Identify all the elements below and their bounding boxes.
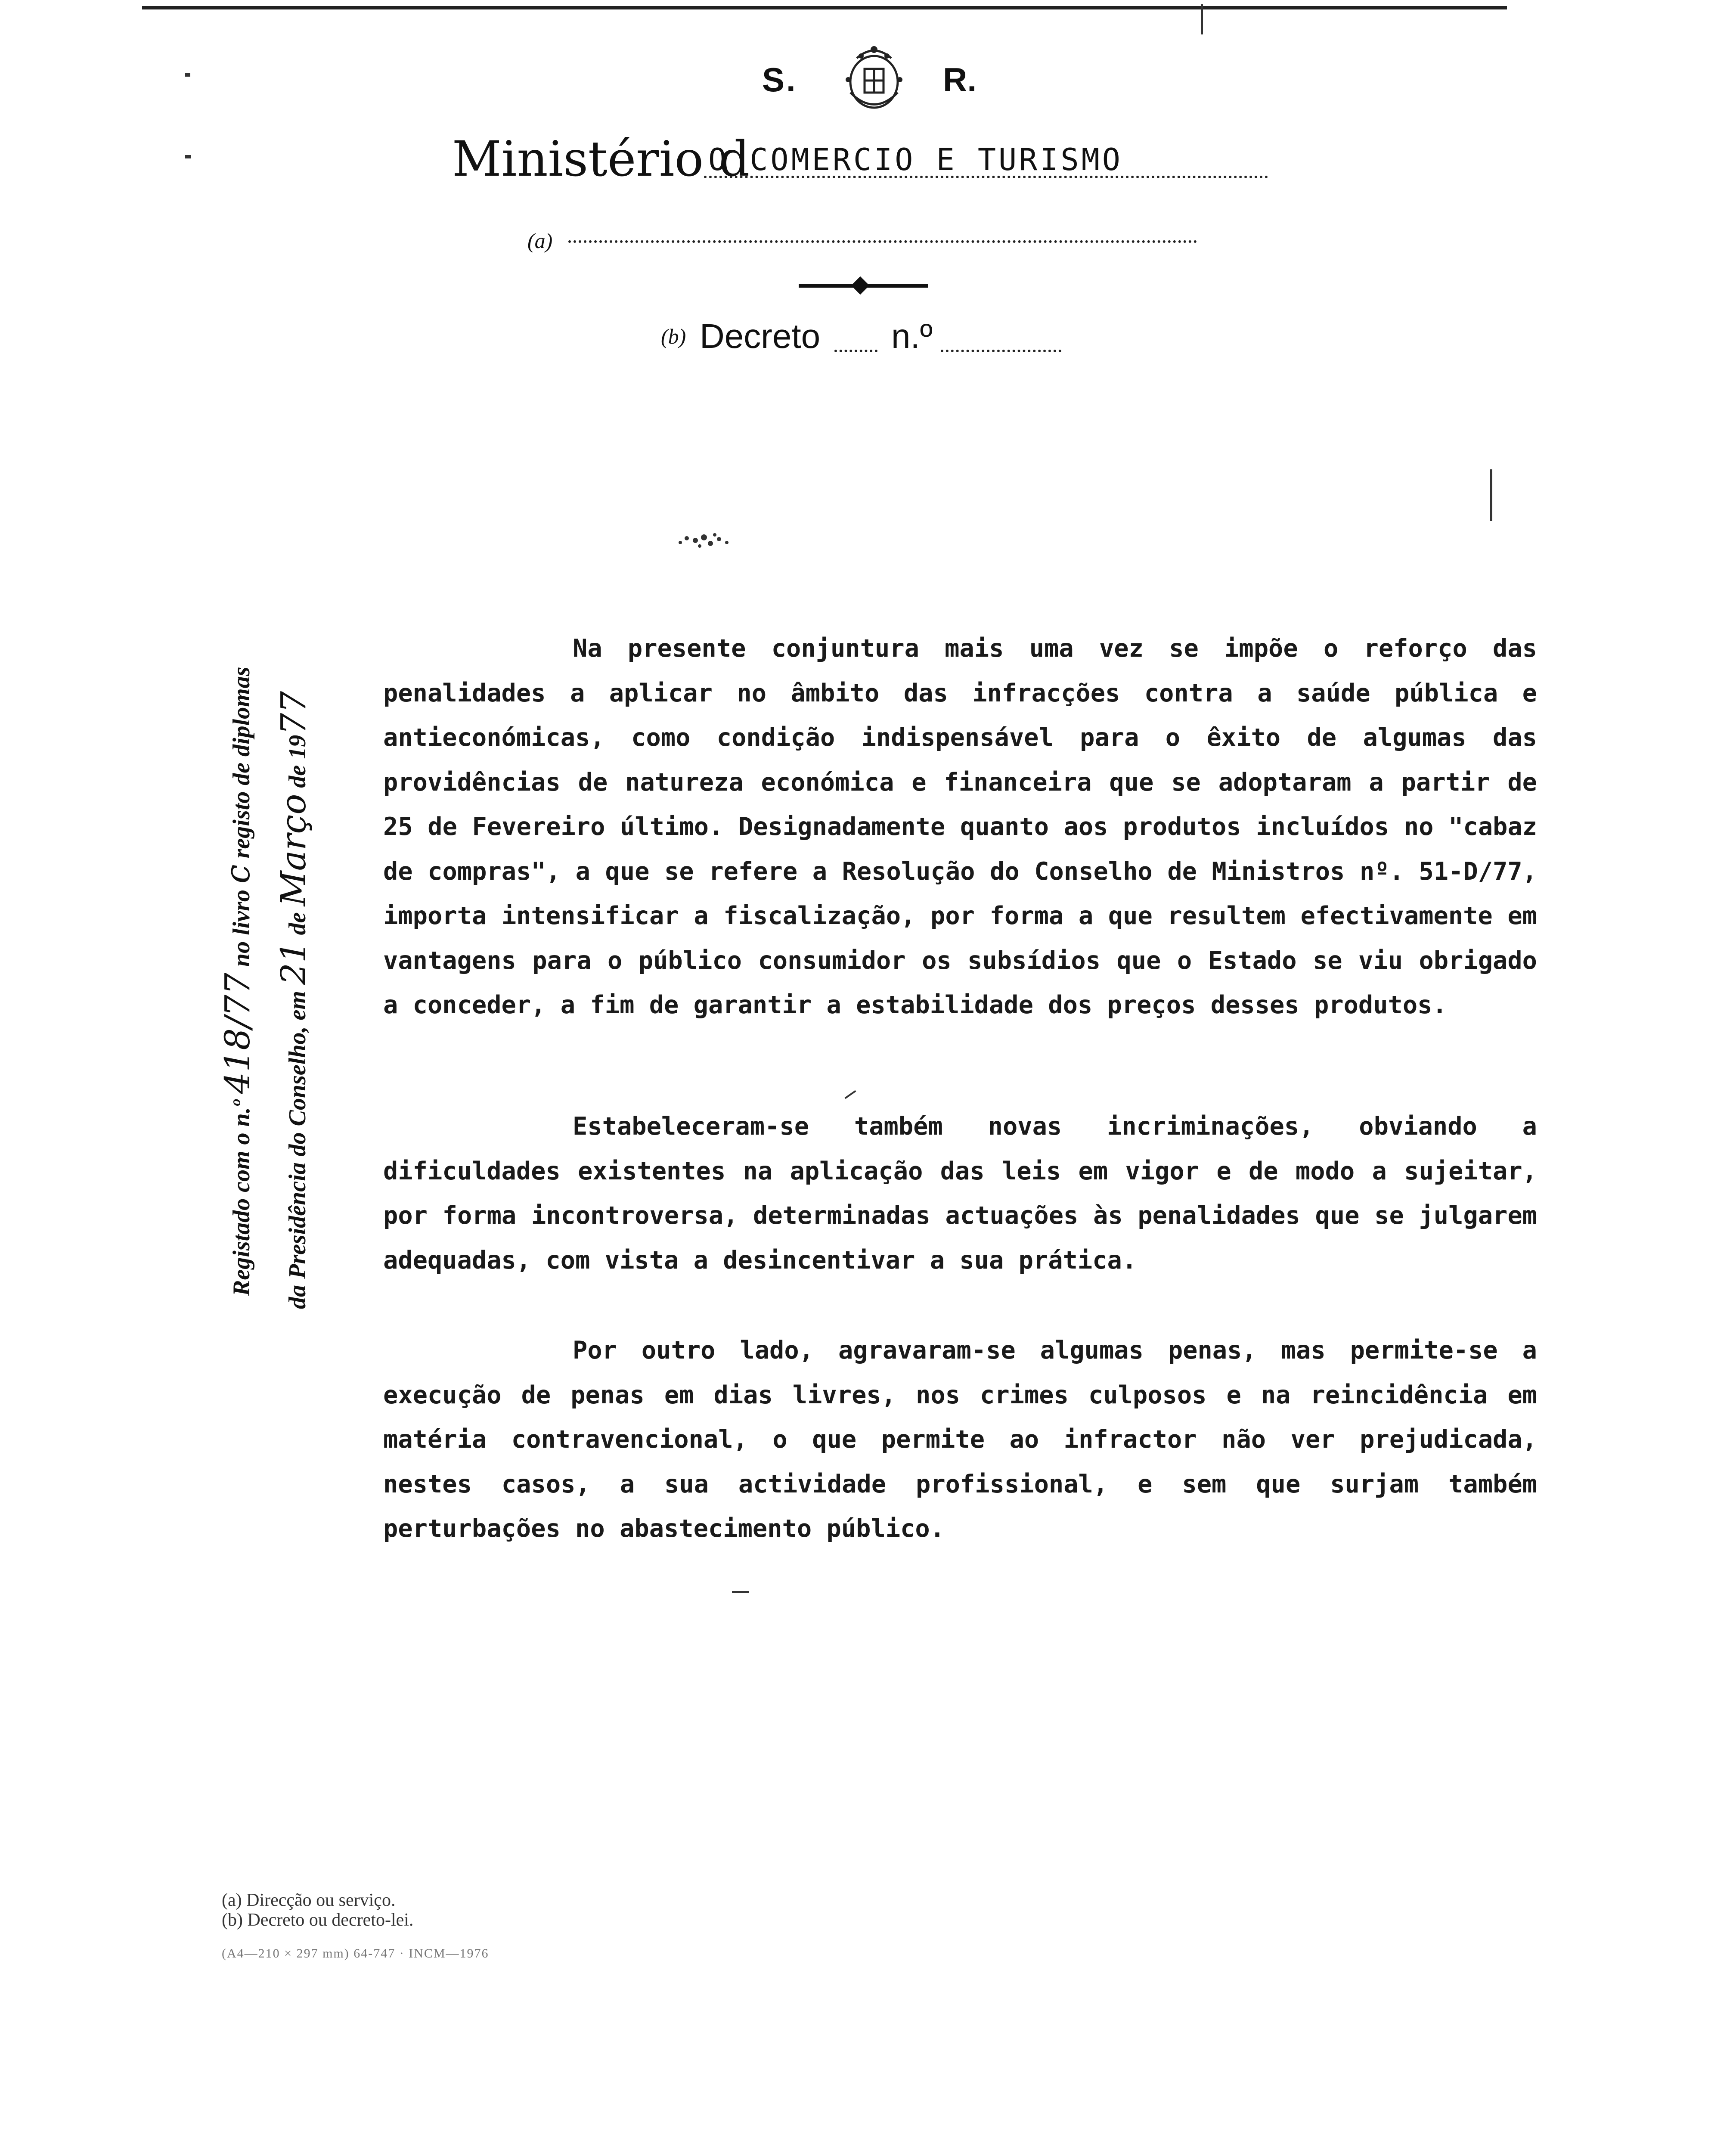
scan-mark [185,73,190,77]
ministry-label: Ministério d [452,131,750,187]
decree-label: Decreto [700,317,821,355]
scan-mark [1201,4,1203,34]
registration-year: 77 [273,691,313,735]
footnotes [222,1890,413,1930]
print-reference: (A4—210 × 297 mm) 64-747 · INCM—1976 [222,1946,489,1961]
margin-note-line-1: Registado com o n.º 418/77 no livro c registo de diplomas [217,667,257,1296]
registration-month: Março [273,794,313,906]
divider-diamond-icon [851,276,869,295]
scan-mark [185,155,191,158]
decree-type-dotted-line [834,350,877,352]
top-rule [142,6,1507,9]
decree-number-dotted-line [941,350,1061,352]
registration-day: 21 [273,941,313,985]
registration-number: 418/77 [217,973,257,1094]
paragraph-2: Estabeleceram-se também novas incriminações, obviando a dificuldades existentes na aplicação das leis em vigor e de modo a sujeitar, por forma incontroversa, determinadas actuações às penalidades que se julgarem adequadas, com vista a desincentivar a sua prática. [383,1112,1537,1275]
decree-number-label: n.º [891,317,933,355]
scan-mark [732,1591,749,1593]
scan-mark [845,1090,856,1099]
ministry-dotted-line [704,176,1268,178]
paragraph-1: Na presente conjuntura mais uma vez se impõe o reforço das penalidades a aplicar no âmbito das infracções contra a saúde pública e antieconómicas, como condição indispensável para o êxito de algumas das providências de natureza económica e financeira que se adoptaram a partir de 25 de Fevereiro último. Designadamente quanto aos produtos incluídos no "cabaz de compras", a que se refere a Resolução do Conselho de Ministros nº. 51-D/77, importa intensificar a fiscalização, por forma a que resultem efectivamente em vantagens para o público consumidor os subsídios que o Estado se viu obrigado a conceder, a fim de garantir a estabilidade dos preços desses produtos. [383,634,1537,1019]
margin-note-line-2: da Presidência do Conselho, em 21 de Março de 1977 [273,691,313,1309]
paragraph-3: Por outro lado, agravaram-se algumas penas, mas permite-se a execução de penas em dias livres, nos crimes culposos e na reincidência em matéria contravencional, o que permite ao infractor não ver prejudicada, nestes casos, a sua actividade profissional, e sem que surjam também perturbações no abastecimento público. [383,1336,1537,1543]
header-s-letter: S. [762,61,797,99]
footnote-b: (b) Decreto ou decreto-lei. [222,1910,414,1930]
registration-margin-note [177,495,319,1313]
coat-of-arms-icon [831,41,917,118]
scan-mark [1490,469,1492,521]
header-r-letter: R. [943,61,976,99]
decree-b-label: (b) [661,324,686,348]
ministry-value: O COMERCIO E TURISMO [708,142,1123,177]
field-a-dotted-line [568,240,1197,243]
book-letter: c [217,864,257,884]
stamp-mark-icon [672,525,741,555]
footnote-a: (a) Direcção ou serviço. [222,1890,396,1910]
field-a-label: (a) [527,229,553,253]
